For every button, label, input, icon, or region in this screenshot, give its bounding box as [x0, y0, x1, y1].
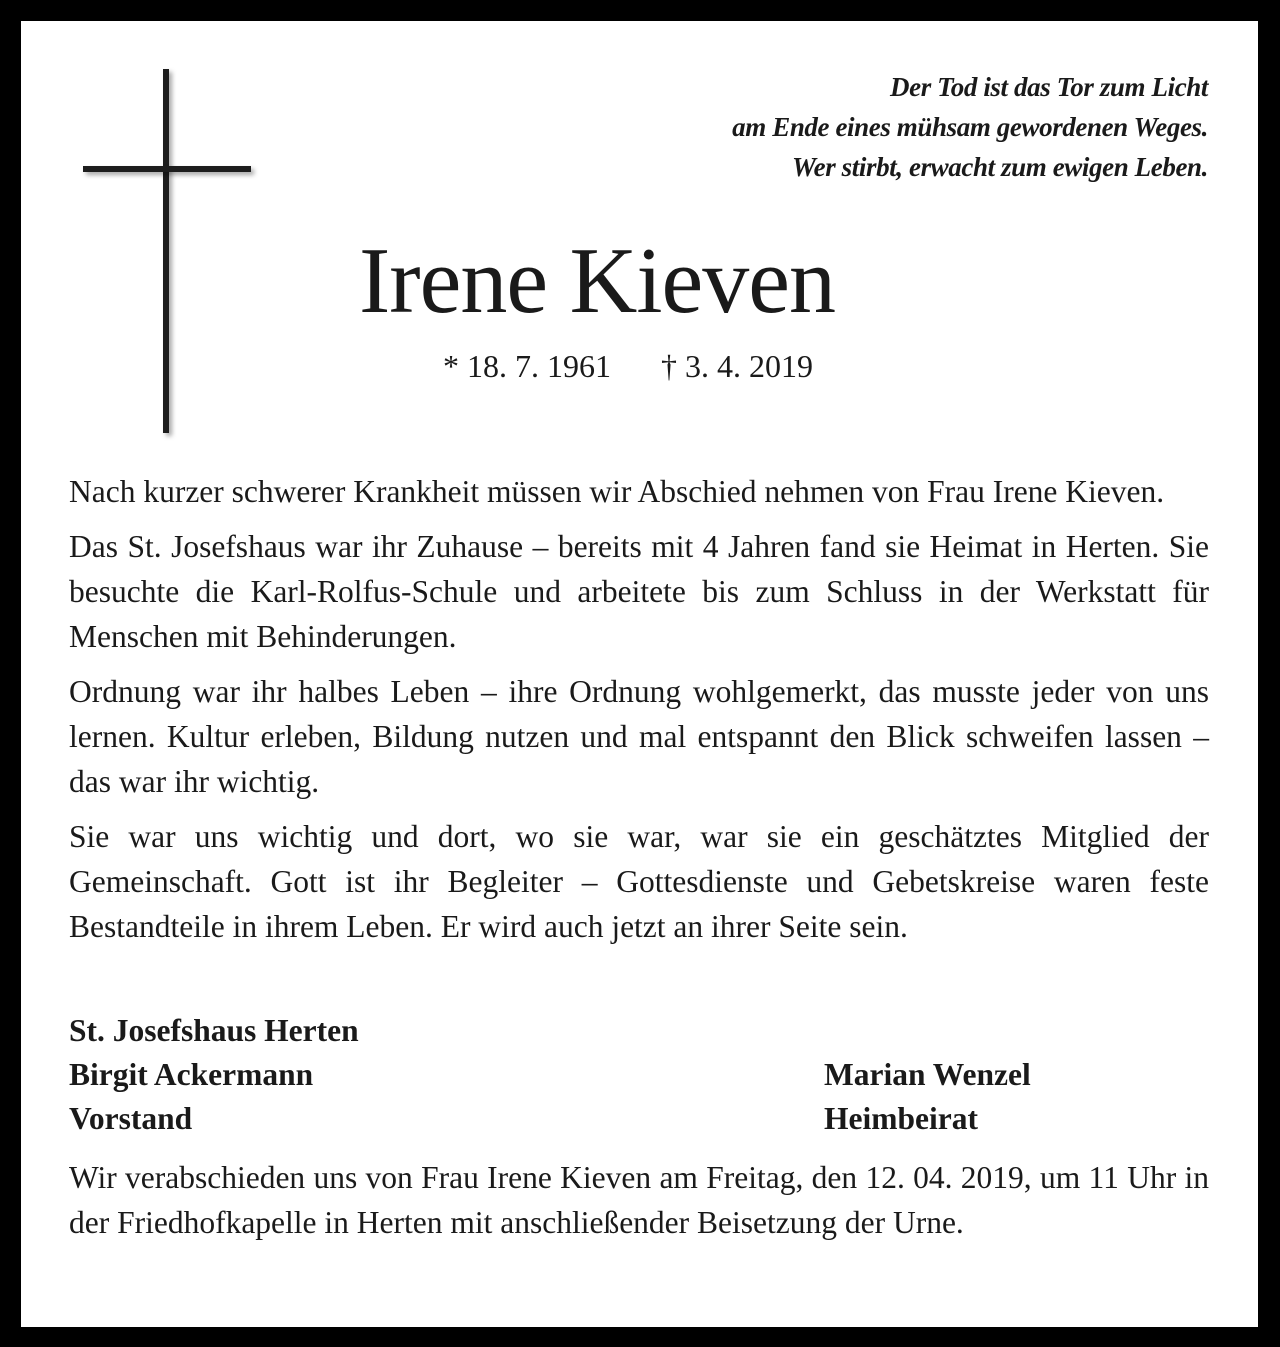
signature-org-row: [69, 1009, 1209, 1053]
motto: [732, 67, 1208, 187]
life-dates: [443, 346, 813, 386]
signature-left-role: Vorstand: [69, 1101, 193, 1136]
paragraph: Nach kurzer schwerer Krankheit müssen wir Abschied nehmen von Frau Irene Kieven.: [69, 474, 1165, 509]
deceased-name: Irene Kieven: [359, 229, 835, 333]
cross-icon: [163, 69, 169, 433]
signature-name-row: [69, 1053, 1209, 1097]
motto-line: Wer stirbt, erwacht zum ewigen Leben.: [792, 152, 1208, 182]
obituary-text: [69, 469, 1209, 959]
signature-organization: St. Josefshaus Herten: [69, 1013, 359, 1048]
paragraph: Sie war uns wichtig und dort, wo sie war, war sie ein geschätztes Mitglied der Gemeinschaft. Gott ist ihr Begleiter – Gottesdienste und Gebetskreise waren feste Bestandteile in ihrem Leben. Er wird auch jetzt an ihrer Seite sein.: [69, 819, 1209, 944]
signature-role-row: [69, 1097, 1209, 1141]
funeral-notice: [69, 1155, 1209, 1245]
cross-icon-bar: [83, 166, 251, 172]
motto-line: Der Tod ist das Tor zum Licht: [890, 72, 1208, 102]
closing-paragraph: Wir verabschieden uns von Frau Irene Kieven am Freitag, den 12. 04. 2019, um 11 Uhr in der Friedhofkapelle in Herten mit anschließender Beisetzung der Urne.: [69, 1160, 1209, 1240]
obituary-card: [21, 21, 1258, 1327]
paragraph: Ordnung war ihr halbes Leben – ihre Ordnung wohlgemerkt, das musste jeder von uns lernen. Kultur erleben, Bildung nutzen und mal entspannt den Blick schweifen lassen – das war ihr wichtig.: [69, 674, 1209, 799]
signature-right-role: Heimbeirat: [824, 1101, 978, 1136]
motto-line: am Ende eines mühsam gewordenen Weges.: [732, 112, 1208, 142]
signature-left-name: Birgit Ackermann: [69, 1057, 314, 1092]
signature-right-name: Marian Wenzel: [824, 1057, 1031, 1092]
paragraph: Das St. Josefshaus war ihr Zuhause – bereits mit 4 Jahren fand sie Heimat in Herten. Sie besuchte die Karl-Rolfus-Schule und arbeitete bis zum Schluss in der Werkstatt für Menschen mit Behinderungen.: [69, 529, 1209, 654]
signature-block: [69, 1009, 1209, 1141]
birth-date: * 18. 7. 1961: [443, 348, 611, 384]
death-date: † 3. 4. 2019: [661, 348, 813, 384]
